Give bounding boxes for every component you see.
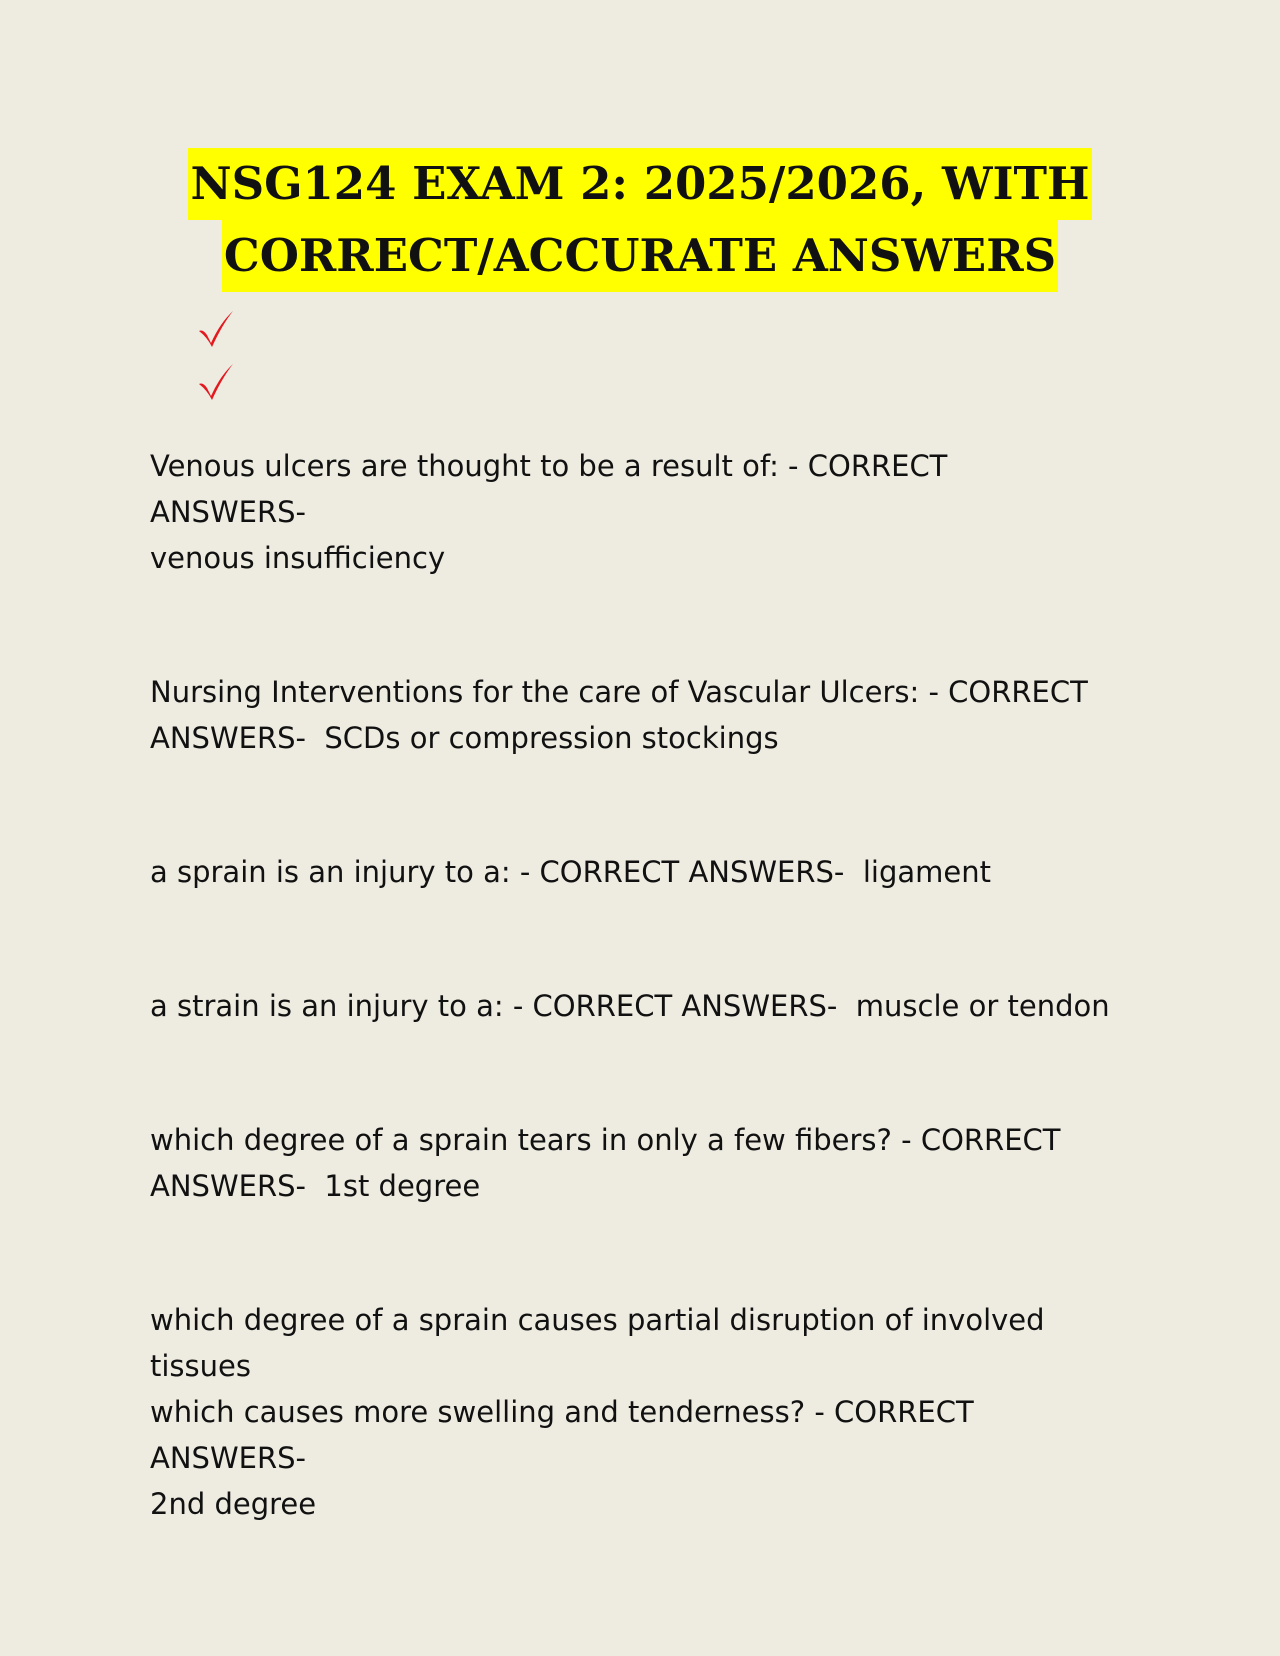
qa-item — [150, 983, 1110, 1029]
qa-item — [150, 669, 1110, 761]
checkmark-icon — [196, 309, 236, 349]
qa-item — [150, 849, 1110, 895]
qa-question: Venous ulcers are thought to be a result of: - CORRECT ANSWERS- — [150, 449, 957, 529]
qa-question: which degree of a sprain tears in only a few fibers? - CORRECT — [150, 1123, 1061, 1157]
qa-item — [150, 443, 1110, 581]
checkmark-icon — [196, 362, 236, 402]
qa-item — [150, 1297, 1110, 1527]
qa-question: a sprain is an injury to a: - CORRECT ANSWERS- ligament — [150, 855, 991, 889]
title-line-1: NSG124 EXAM 2: 2025/2026, WITH — [188, 148, 1091, 220]
qa-item — [150, 1117, 1110, 1209]
qa-answer: ANSWERS- 1st degree — [150, 1169, 481, 1203]
qa-answer: 2nd degree — [150, 1487, 317, 1521]
title-line-2: CORRECT/ACCURATE ANSWERS — [222, 220, 1058, 292]
qa-answer: ANSWERS- SCDs or compression stockings — [150, 721, 779, 755]
page-title — [0, 148, 1280, 292]
qa-question: a strain is an injury to a: - CORRECT ANSWERS- muscle or tendon — [150, 989, 1110, 1023]
qa-list — [150, 443, 1110, 1615]
qa-question: Nursing Interventions for the care of Vascular Ulcers: - CORRECT — [150, 675, 1088, 709]
qa-question: which degree of a sprain causes partial disruption of involved tissues which causes more swelling and tenderness? - CORRECT ANSWERS- — [150, 1303, 1045, 1475]
checkmark-list — [196, 309, 236, 415]
qa-answer: venous insufficiency — [150, 541, 446, 575]
